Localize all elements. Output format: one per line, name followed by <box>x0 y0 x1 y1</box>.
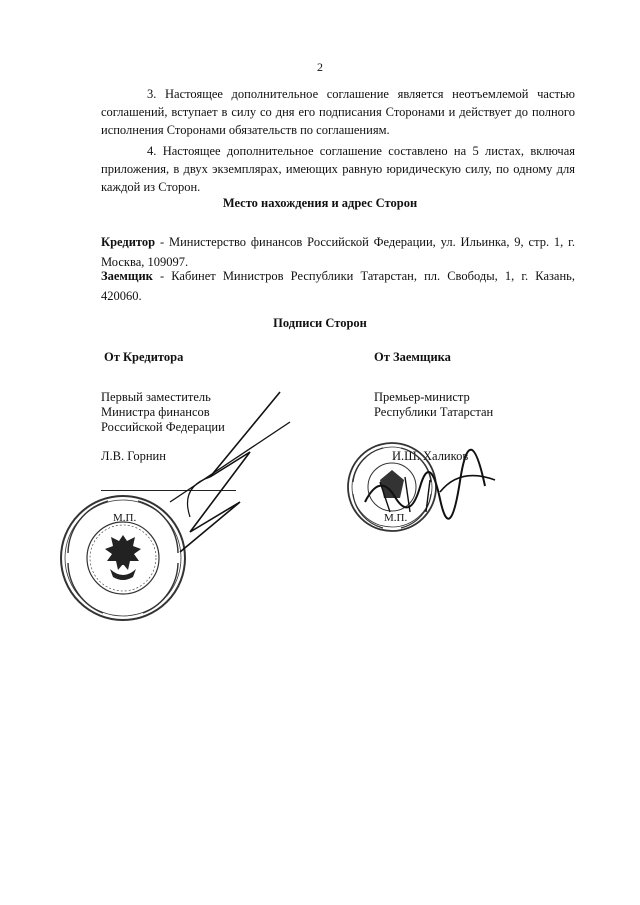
clause-4: 4. Настоящее дополнительное соглашение составлено на 5 листах, включая приложения, в двух экземплярах, имеющих равную юридическую силу, по одному для каждой из Сторон. <box>101 144 575 194</box>
borrower-title-line: Республики Татарстан <box>374 405 494 419</box>
borrower-signature <box>360 462 500 522</box>
borrower-address <box>101 266 575 306</box>
borrower-address-text: Кабинет Министров Республики Татарстан, пл. Свободы, 1, г. Казань, 420060. <box>101 269 575 303</box>
page-number: 2 <box>317 60 323 74</box>
clause-3: 3. Настоящее дополнительное соглашение является неотъемлемой частью соглашений, вступает в силу со дня его подписания Сторонами и действует до полного исполнения Сторонами обязательств по соглашениям. <box>101 87 575 137</box>
borrower-stamp-mark: М.П. <box>384 512 408 524</box>
borrower-column-header: От Заемщика <box>374 350 451 364</box>
signatures-heading: Подписи Сторон <box>273 316 367 330</box>
creditor-address-text: Министерство финансов Российской Федерации, ул. Ильинка, 9, стр. 1, г. Москва, 109097. <box>101 235 575 269</box>
borrower-signatory-title <box>374 390 493 420</box>
borrower-label: Заемщик <box>101 269 153 283</box>
creditor-signatory-name: Л.В. Горнин <box>101 449 166 463</box>
addresses-heading: Место нахождения и адрес Сторон <box>222 196 418 210</box>
creditor-stamp-mark: М.П. <box>113 512 137 524</box>
borrower-title-line: Премьер-министр <box>374 390 470 404</box>
creditor-column-header: От Кредитора <box>104 350 184 364</box>
creditor-title-line: Министра финансов <box>101 405 210 419</box>
creditor-title-line: Первый заместитель <box>101 390 211 404</box>
borrower-signatory-name: И.Ш. Халиков <box>392 449 469 463</box>
creditor-dash: - <box>155 235 169 249</box>
creditor-title-line: Российской Федерации <box>101 420 225 434</box>
creditor-label: Кредитор <box>101 235 156 249</box>
creditor-signature <box>150 382 310 562</box>
borrower-dash: - <box>152 269 172 283</box>
